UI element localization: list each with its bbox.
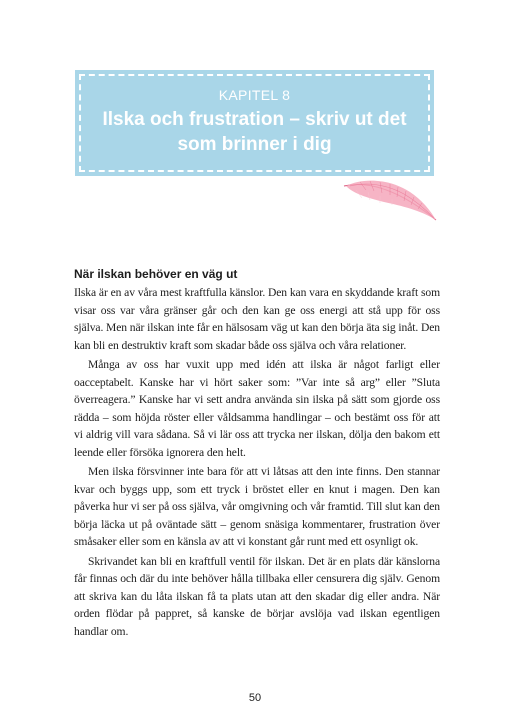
paragraph-3: Men ilska försvinner inte bara för att vi låtsas att den inte finns. Den stannar kvar och byggs upp, som ett tryck i bröstet eller en knut i magen. Den kan påverka hur vi ser på oss själva, vår omgivning och vår framtid. Till slut kan den börja läcka ut på oväntade sätt – genom snäsiga kommentarer, frustration över småsaker eller som en känsla av att vi konstant går runt med ett osynligt ok. xyxy=(74,465,440,548)
page-number: 50 xyxy=(248,692,262,704)
chapter-title-line-1: Ilska och frustration – skriv ut det xyxy=(102,109,407,130)
body-section xyxy=(74,266,440,640)
feather-icon xyxy=(340,176,440,226)
paragraph-4: Skrivandet kan bli en kraftfull ventil för ilskan. Det är en plats där känslorna får finnas och där du inte behöver hålla tillbaka eller censurera dig själv. Genom att skriva kan du låta ilskan få ta plats utan att den skadar dig eller andra. När orden flödar på pappret, så kanske de börjar avslöja vad ilskan egentligen handlar om. xyxy=(74,554,440,638)
chapter-banner xyxy=(79,74,430,172)
chapter-label: KAPITEL 8 xyxy=(218,87,291,103)
paragraph-1: Ilska är en av våra mest kraftfulla känslor. Den kan vara en skyddande kraft som visar oss var våra gränser går och den kan ge oss energi att stå upp för oss själva. Men när ilskan inte får en hälsosam väg ut kan den börja äta sig inåt. Den kan bli en destruktiv kraft som skadar både oss själva och våra relationer. xyxy=(74,286,440,352)
chapter-title xyxy=(81,107,428,157)
chapter-title-line-2: som brinner i dig xyxy=(177,134,332,155)
section-heading: När ilskan behöver en väg ut xyxy=(74,267,238,281)
paragraph-2: Många av oss har vuxit upp med idén att ilska är något farligt eller oacceptabelt. Kanske har vi hört saker som: ”Var inte så arg” eller ”Sluta överreagera.” Kanske har vi sett andra använda sin ilska på sätt som gjorde oss rädda – som höjda röster eller våldsamma handlingar – och bestämt oss för att vi aldrig vill vara sådana. Så vi lär oss att trycka ner ilskan, dölja den bakom ett leende eller försöka ignorera den helt. xyxy=(74,358,440,459)
